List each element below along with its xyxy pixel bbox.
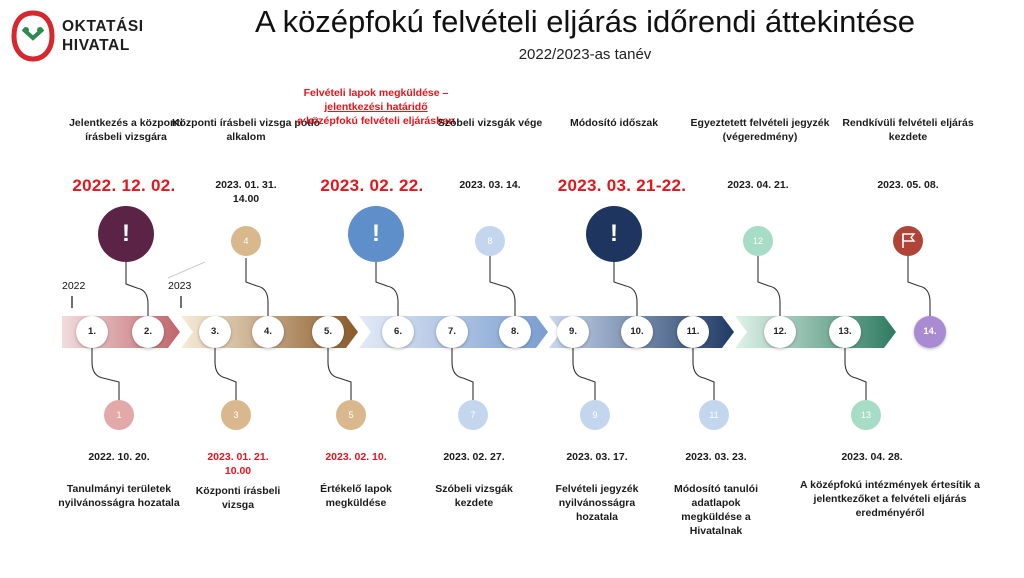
band-segment-april <box>735 316 896 348</box>
connector-bottom-11 <box>693 346 714 400</box>
page-subtitle: 2022/2023-as tanév <box>518 46 652 63</box>
event-5-bubble: 5 <box>336 400 366 430</box>
year-divider-line <box>168 262 205 278</box>
event-3-label: Központi írásbeli vizsga <box>195 485 281 511</box>
exclamation-icon: ! <box>586 206 642 262</box>
event-13-bubble: 13 <box>851 400 881 430</box>
event-12-bubble: 12 <box>743 226 773 256</box>
logo-text-line1: OKTATÁSI <box>62 18 144 35</box>
step-10: 10. <box>621 316 653 348</box>
connector-top-10 <box>614 262 637 320</box>
flag-icon <box>893 226 923 256</box>
event-8-label: Szóbeli vizsgák vége <box>437 117 543 129</box>
event-11-date: 2023. 03. 23. <box>685 451 747 463</box>
event-6-label-line3: a középfokú felvételi eljárásban <box>297 115 455 127</box>
event-12-label: Egyeztetett felvételi jegyzék (végeredmény) <box>690 117 830 143</box>
event-7-date: 2023. 02. 27. <box>443 451 505 463</box>
step-1: 1. <box>76 316 108 348</box>
connector-bottom-5 <box>328 346 351 400</box>
event-5-date: 2023. 02. 10. <box>325 451 387 463</box>
page-title: A középfokú felvételi eljárás időrendi áttekintése <box>254 4 915 39</box>
connector-top-14 <box>908 256 930 320</box>
event-2-label: Jelentkezés a központi írásbeli vizsgára <box>69 117 183 143</box>
bottom-connectors <box>92 346 866 400</box>
event-14-label: Rendkívüli felvételi eljárás kezdete <box>842 117 974 143</box>
event-9-date: 2023. 03. 17. <box>566 451 628 463</box>
step-14: 14. <box>914 316 946 348</box>
event-11-label: Módosító tanulói adatlapok megküldése a Hivatalnak <box>674 483 758 537</box>
step-8: 8. <box>499 316 531 348</box>
event-6-label-line1: Felvételi lapok megküldése – <box>303 87 449 99</box>
connector-top-8 <box>490 256 515 320</box>
event-6-label <box>296 86 456 128</box>
event-10-label: Módosító időszak <box>569 117 659 129</box>
event-9-label: Felvételi jegyzék nyilvánosságra hozatala <box>555 483 639 523</box>
step-13: 13. <box>829 316 861 348</box>
event-6-label-line2: jelentkezési határidő <box>324 101 428 113</box>
exclamation-icon: ! <box>98 206 154 262</box>
event-4-bubble: 4 <box>231 226 261 256</box>
event-14-date: 2023. 05. 08. <box>877 179 939 191</box>
top-connectors <box>126 256 930 320</box>
step-6: 6. <box>382 316 414 348</box>
connector-bottom-9 <box>573 346 595 400</box>
event-11-bubble: 11 <box>699 400 729 430</box>
event-3-date-line2: 10.00 <box>224 465 252 477</box>
event-3-bubble: 3 <box>221 400 251 430</box>
event-5-label: Értékelő lapok megküldése <box>320 483 392 509</box>
event-7-bubble: 7 <box>458 400 488 430</box>
connector-bottom-1 <box>92 346 119 400</box>
connector-top-4 <box>246 258 268 320</box>
step-5: 5. <box>312 316 344 348</box>
connector-bottom-7 <box>452 346 473 400</box>
logo-text-line2: HIVATAL <box>62 37 130 54</box>
event-8-bubble: 8 <box>475 226 505 256</box>
step-9: 9. <box>557 316 589 348</box>
step-11: 11. <box>677 316 709 348</box>
connector-top-6 <box>376 262 398 320</box>
event-4-date-line2: 14.00 <box>232 193 260 205</box>
exclamation-icon: ! <box>348 206 404 262</box>
step-4: 4. <box>252 316 284 348</box>
event-1-label: Tanulmányi területek nyilvánosságra hozatala <box>58 483 180 509</box>
event-1-date: 2022. 10. 20. <box>88 451 150 463</box>
event-1-bubble: 1 <box>104 400 134 430</box>
year-label-2022: 2022 <box>62 280 86 292</box>
connector-bottom-13 <box>845 346 866 400</box>
connector-top-2 <box>126 262 148 320</box>
step-2: 2. <box>132 316 164 348</box>
event-7-label: Szóbeli vizsgák kezdete <box>435 483 513 509</box>
event-4-label: Központi írásbeli vizsga pótló alkalom <box>171 117 321 143</box>
event-14-bubble <box>893 226 923 256</box>
event-10-date: 2023. 03. 21-22. <box>557 176 687 195</box>
step-7: 7. <box>436 316 468 348</box>
step-3: 3. <box>199 316 231 348</box>
event-13-date: 2023. 04. 28. <box>841 451 903 463</box>
event-3-date-line1: 2023. 01. 21. <box>207 451 269 463</box>
event-9-bubble: 9 <box>580 400 610 430</box>
connector-top-12 <box>758 256 780 320</box>
event-13-label: A középfokú intézmények értesítik a jelentkezőket a felvételi eljárás eredményéről <box>800 479 980 519</box>
step-12: 12. <box>764 316 796 348</box>
event-8-date: 2023. 03. 14. <box>459 179 521 191</box>
event-4-date-line1: 2023. 01. 31. <box>215 179 277 191</box>
event-2-date: 2022. 12. 02. <box>72 176 176 195</box>
event-6-date: 2023. 02. 22. <box>320 176 424 195</box>
event-12-date: 2023. 04. 21. <box>727 179 789 191</box>
connector-bottom-3 <box>215 346 236 400</box>
year-label-2023: 2023 <box>168 280 192 292</box>
